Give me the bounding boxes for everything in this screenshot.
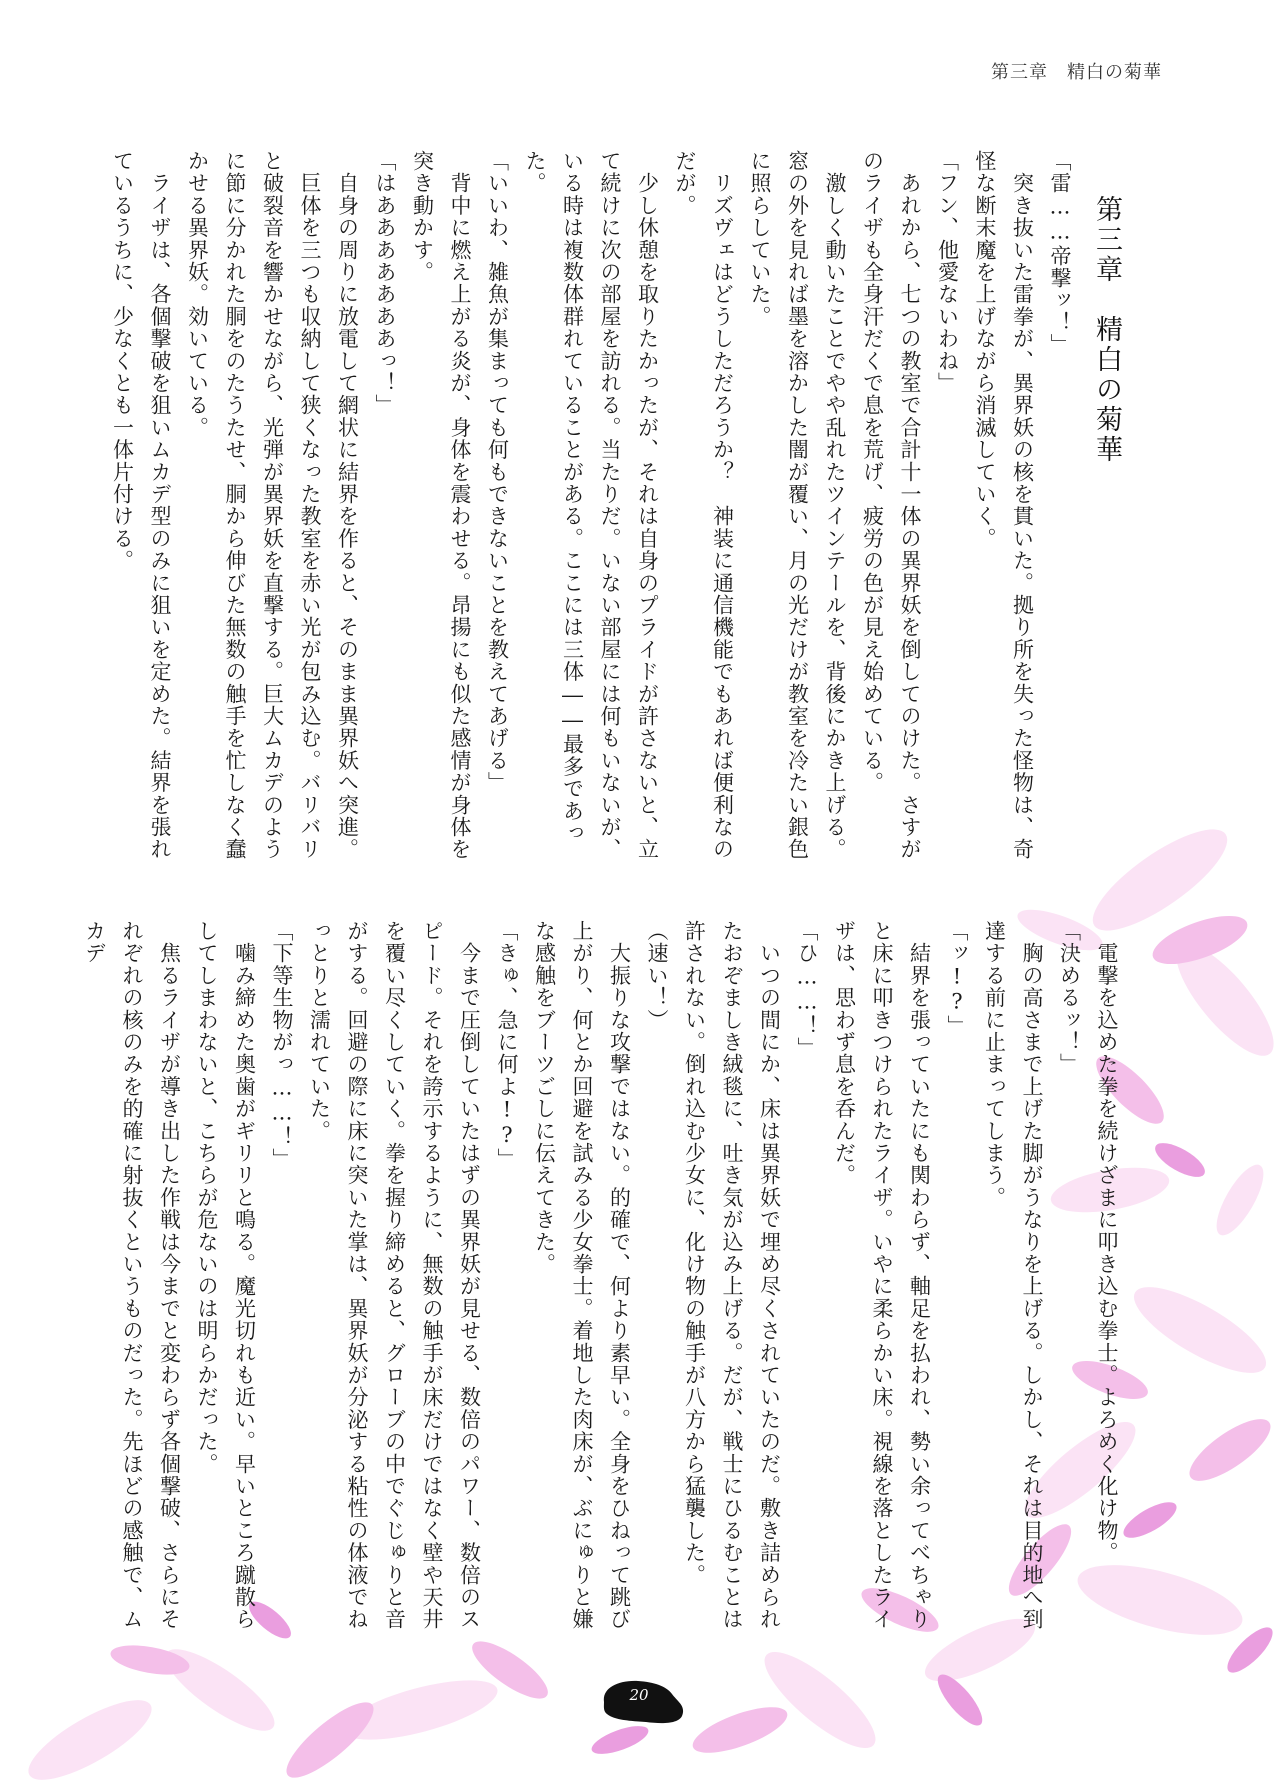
paragraph: 背中に燃え上がる炎が、身体を震わせる。昂揚にも似た感情が身体を突き動かす。 xyxy=(410,150,472,861)
paragraph: 「いいわ、雑魚が集まっても何もできないことを教えてあげる」 xyxy=(485,150,510,794)
paragraph: 今まで圧倒していたはずの異界妖が見せる、数倍のパワー、数倍のスピード。それを誇示するように、無数の触手が床だけではなく壁や天井を覆い尽くしていく。拳を握り締めると、グローブの中でぐじゅりと音がする。回避の際に床に突いた掌は、異界妖が分泌する粘性の体液でねっとりと濡れていた。 xyxy=(307,920,482,1631)
paragraph: 「きゅ、急に何よ!?」 xyxy=(495,920,519,1171)
paragraph: あれから、七つの教室で合計十一体の異界妖を倒してのけた。さすがのライザも全身汗だくで息を荒げ、疲労の色が見え始めている。 xyxy=(860,150,922,861)
paragraph: 巨体を三つも収納して狭くなった教室を赤い光が包み込む。バリバリと破裂音を響かせながら、光弾が異界妖を直撃する。巨大ムカデのように節に分かれた胴をのたうたせ、胴から伸びた無数の触手を忙しなく蠢かせる異界妖。効いている。 xyxy=(185,150,322,861)
paragraph: 「ッ!?」 xyxy=(945,920,969,1037)
paragraph: 「雷……帝撃ッ！」 xyxy=(1048,150,1072,356)
paragraph: 電撃を込めた拳を続けざまに叩き込む拳士。よろめく化け物。 xyxy=(1095,920,1119,1564)
text-block-top xyxy=(110,150,1078,865)
paragraph: 胸の高さまで上げた脚がうなりを上げる。しかし、それは目的地へ到達する前に止まってしまう。 xyxy=(982,920,1044,1631)
paragraph: 「フン、他愛ないわね」 xyxy=(935,150,960,395)
paragraph: 焦るライザが導き出した作戦は今までと変わらず各個撃破、さらにそれぞれの核のみを的確に射抜くというものだった。先ほどの感触で、ムカデ xyxy=(82,920,182,1631)
paragraph: 自身の周りに放電して網状に結界を作ると、そのまま異界妖へ突進。 xyxy=(335,150,360,861)
paragraph: 「はあああああああっ！」 xyxy=(373,150,397,417)
paragraph: リズヴェはどうしただろうか？ 神装に通信機能でもあれば便利なのだが。 xyxy=(673,150,735,861)
running-header: 第三章 精白の菊華 xyxy=(991,62,1162,83)
paragraph: ライザは、各個撃破を狙いムカデ型のみに狙いを定めた。結界を張れているうちに、少なくとも一体片付ける。 xyxy=(110,150,172,861)
paragraph: 噛み締めた奥歯がギリリと鳴る。魔光切れも近い。早いところ蹴散らしてしまわないと、こちらが危ないのは明らかだった。 xyxy=(195,920,257,1631)
page-number: 20 xyxy=(629,1686,649,1704)
paragraph: 少し休憩を取りたかったが、それは自身のプライドが許さないと、立て続けに次の部屋を訪れる。当たりだ。いない部屋には何もいないが、いる時は複数体群れていることがある。ここには三体――最多であった。 xyxy=(523,150,660,861)
chapter-title: 第三章 精白の菊華 xyxy=(1091,195,1122,465)
paragraph: 結界を張っていたにも関わらず、軸足を払われ、勢い余ってべちゃりと床に叩きつけられたライザ。いやに柔らかい床。視線を落としたライザは、思わず息を呑んだ。 xyxy=(832,920,932,1631)
paragraph: 「ひ……！」 xyxy=(795,920,819,1060)
paragraph: 「下等生物がっ……！」 xyxy=(270,920,294,1171)
paragraph: （速い！） xyxy=(645,920,669,1031)
paragraph: 大振りな攻撃ではない。的確で、何より素早い。全身をひねって跳び上がり、何とか回避を試みる少女拳士。着地した肉床が、ぶにゅりと嫌な感触をブーツごしに伝えてきた。 xyxy=(532,920,632,1631)
paragraph: 「決めるッ！」 xyxy=(1057,920,1082,1076)
paragraph: 突き抜いた雷拳が、異界妖の核を貫いた。拠り所を失った怪物は、奇怪な断末魔を上げながら消滅していく。 xyxy=(973,150,1035,861)
paragraph: 激しく動いたことでやや乱れたツインテールを、背後にかき上げる。窓の外を見れば墨を溶かした闇が覆い、月の光だけが教室を冷たい銀色に照らしていた。 xyxy=(748,150,847,861)
text-block-bottom xyxy=(82,920,1125,1635)
paragraph: いつの間にか、床は異界妖で埋め尽くされていたのだ。敷き詰められたおぞましき絨毯に、吐き気が込み上げる。だが、戦士にひるむことは許されない。倒れ込む少女に、化け物の触手が八方から猛襲した。 xyxy=(682,920,782,1631)
